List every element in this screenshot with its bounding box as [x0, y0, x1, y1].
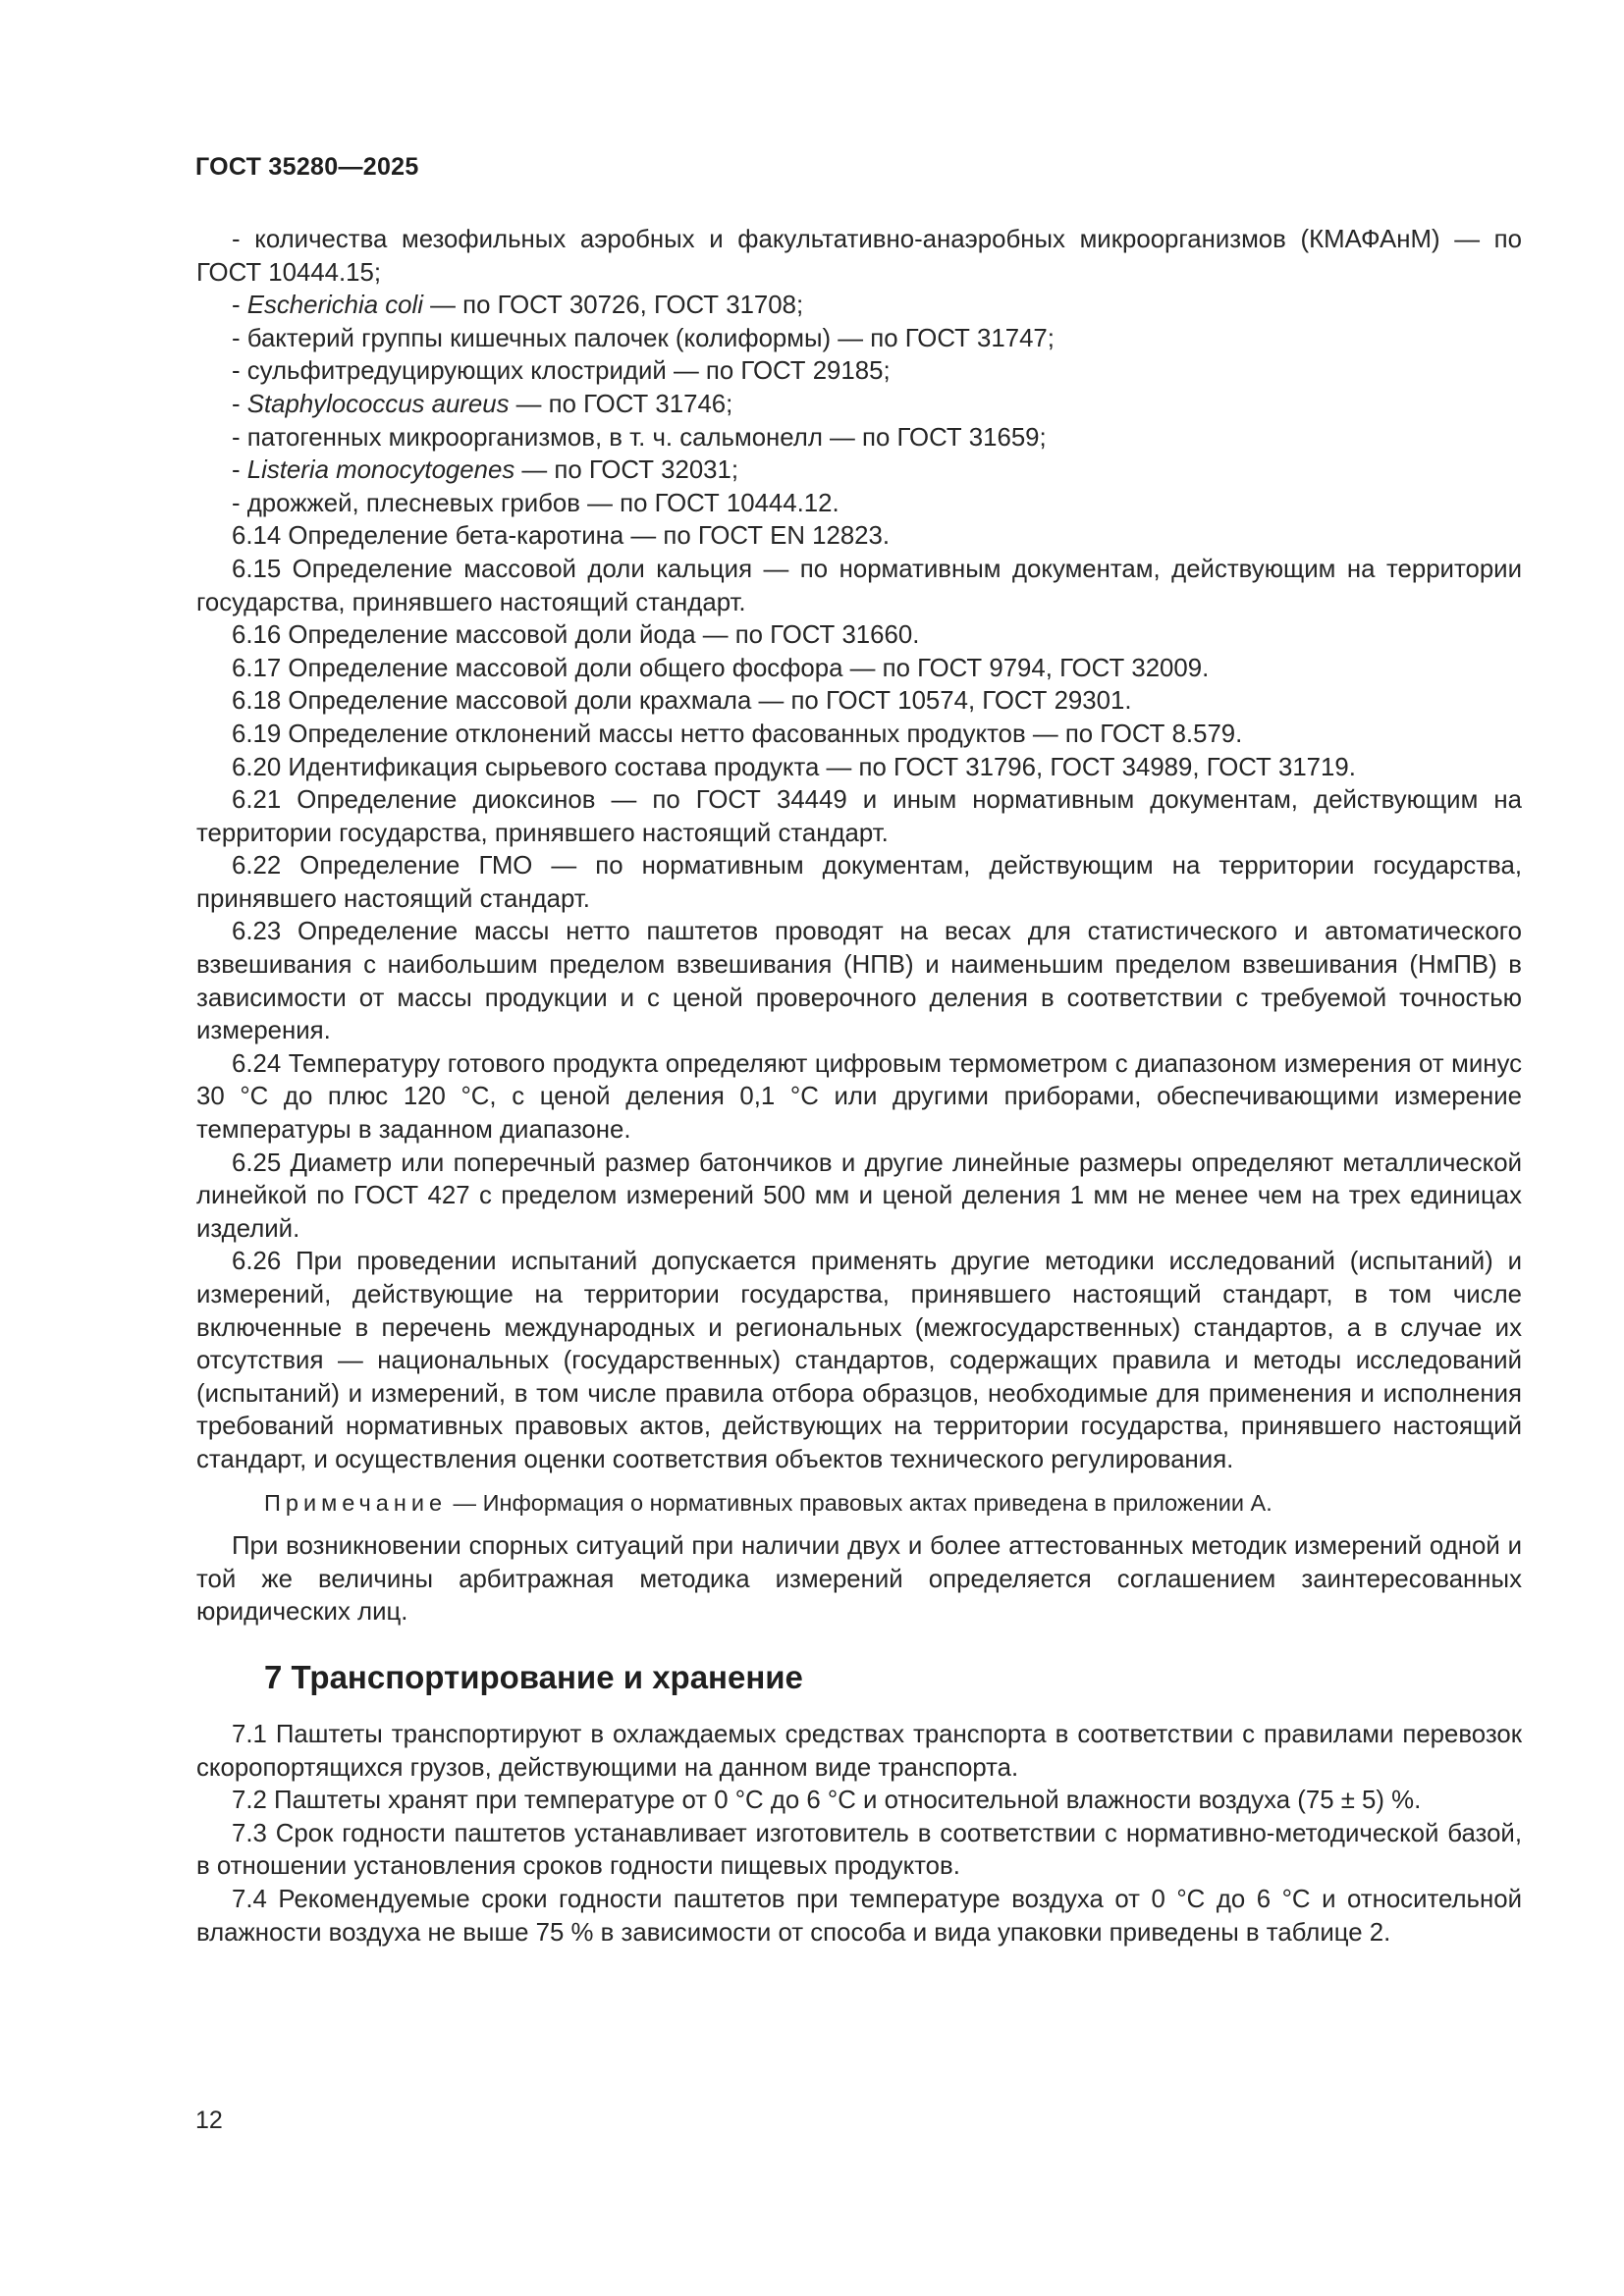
- clause-6-20: 6.20 Идентификация сырьевого состава продукта — по ГОСТ 31796, ГОСТ 34989, ГОСТ 31719.: [232, 753, 1356, 781]
- list-item-clostridia: - сульфитредуцирующих клостридий — по ГОСТ 29185;: [232, 357, 891, 386]
- clause-7-2: 7.2 Паштеты хранят при температуре от 0 °С до 6 °С и относительной влажности воздуха (75 ± 5) %.: [232, 1787, 1422, 1815]
- list-item-escherichia: - Escherichia coli — по ГОСТ 30726, ГОСТ 31708;: [232, 292, 804, 320]
- clause-6-23: 6.23 Определение массы нетто паштетов проводят на весах для статистического и автоматического взвешивания с наибольшим пределом взвешивания (НПВ) и наименьшим пределом взвешивания (НмПВ) в зависимости от массы продукции и с ценой проверочного деления в соответствии с требуемой точностью измерения.: [196, 918, 1522, 1045]
- clause-6-26: 6.26 При проведении испытаний допускается применять другие методики исследований (испытаний) и измерений, действующие на территории государства, принявшего настоящий стандарт, в том числе включенные в перечень международных и региональных (межгосударственных) стандартов, а в случае их отсутствия — национальных (государственных) стандартов, содержащих правила и методы исследований (испытаний) и измерений, в том числе правила отбора образцов, необходимые для применения и исполнения требований нормативных правовых актов, действующих на территории государства, принявшего настоящий стандарт, и осуществления оценки соответствия объектов технического регулирования.: [196, 1248, 1522, 1473]
- clause-7-1: 7.1 Паштеты транспортируют в охлаждаемых средствах транспорта в соответствии с правилами перевозок скоропортящихся грузов, действующими на данном виде транспорта.: [196, 1720, 1522, 1782]
- clause-6-24: 6.24 Температуру готового продукта определяют цифровым термометром с диапазоном измерения от минус 30 °С до плюс 120 °С, с ценой деления 0,1 °С или другими приборами, обеспечивающими измерение температуры в заданном диапазоне.: [196, 1049, 1522, 1145]
- note-text: — Информация о нормативных правовых актах приведена в приложении А.: [447, 1489, 1272, 1516]
- clause-6-17: 6.17 Определение массовой доли общего фосфора — по ГОСТ 9794, ГОСТ 32009.: [232, 654, 1210, 682]
- clause-6-18: 6.18 Определение массовой доли крахмала — по ГОСТ 10574, ГОСТ 29301.: [232, 687, 1132, 716]
- note-label: Примечание: [264, 1489, 448, 1516]
- clause-7-4: 7.4 Рекомендуемые сроки годности паштетов при температуре воздуха от 0 °С до 6 °С и относительной влажности воздуха не выше 75 % в зависимости от способа и вида упаковки приведены в таблице 2.: [196, 1885, 1522, 1947]
- list-item-bgkp: - бактерий группы кишечных палочек (колиформы) — по ГОСТ 31747;: [232, 324, 1055, 352]
- list-item-listeria: - Listeria monocytogenes — по ГОСТ 32031;: [232, 456, 739, 485]
- document-header: ГОСТ 35280—2025: [195, 153, 419, 181]
- clause-6-19: 6.19 Определение отклонений массы нетто фасованных продуктов — по ГОСТ 8.579.: [232, 720, 1243, 748]
- clause-6-22: 6.22 Определение ГМО — по нормативным документам, действующим на территории государства, принявшего настоящий стандарт.: [196, 852, 1522, 913]
- list-item-yeasts: - дрожжей, плесневых грибов — по ГОСТ 10444.12.: [232, 489, 839, 517]
- section-heading: 7 Транспортирование и хранение: [264, 1658, 803, 1695]
- clause-6-21: 6.21 Определение диоксинов — по ГОСТ 34449 и иным нормативным документам, действующим на территории государства, принявшего настоящий стандарт.: [196, 786, 1522, 847]
- list-item-pathogens: - патогенных микроорганизмов, в т. ч. сальмонелл — по ГОСТ 31659;: [232, 423, 1047, 452]
- arbitration-paragraph: При возникновении спорных ситуаций при наличии двух и более аттестованных методик измерений одной и той же величины арбитражная методика измерений определяется соглашением заинтересованных юридических лиц.: [196, 1532, 1522, 1627]
- clause-6-16: 6.16 Определение массовой доли йода — по ГОСТ 31660.: [232, 621, 920, 650]
- page-number: 12: [195, 2107, 223, 2134]
- document-body: [196, 224, 1522, 1949]
- clause-7-3: 7.3 Срок годности паштетов устанавливает изготовитель в соответствии с нормативно-методической базой, в отношении установления сроков годности пищевых продуктов.: [196, 1819, 1522, 1881]
- clause-6-25: 6.25 Диаметр или поперечный размер батончиков и другие линейные размеры определяют металлической линейкой по ГОСТ 427 с пределом измерений 500 мм и ценой деления 1 мм не менее чем на трех единицах изделий.: [196, 1148, 1522, 1243]
- note: [232, 1487, 1522, 1521]
- clause-6-14: 6.14 Определение бета-каротина — по ГОСТ EN 12823.: [232, 522, 891, 551]
- clause-6-15: 6.15 Определение массовой доли кальция — по нормативным документам, действующим на территории государства, принявшего настоящий стандарт.: [196, 555, 1522, 616]
- list-item-kmafanm: - количества мезофильных аэробных и факультативно-анаэробных микроорганизмов (КМАФАнМ) — по ГОСТ 10444.15;: [196, 226, 1522, 287]
- list-item-staphylococcus: - Staphylococcus aureus — по ГОСТ 31746;: [232, 390, 733, 418]
